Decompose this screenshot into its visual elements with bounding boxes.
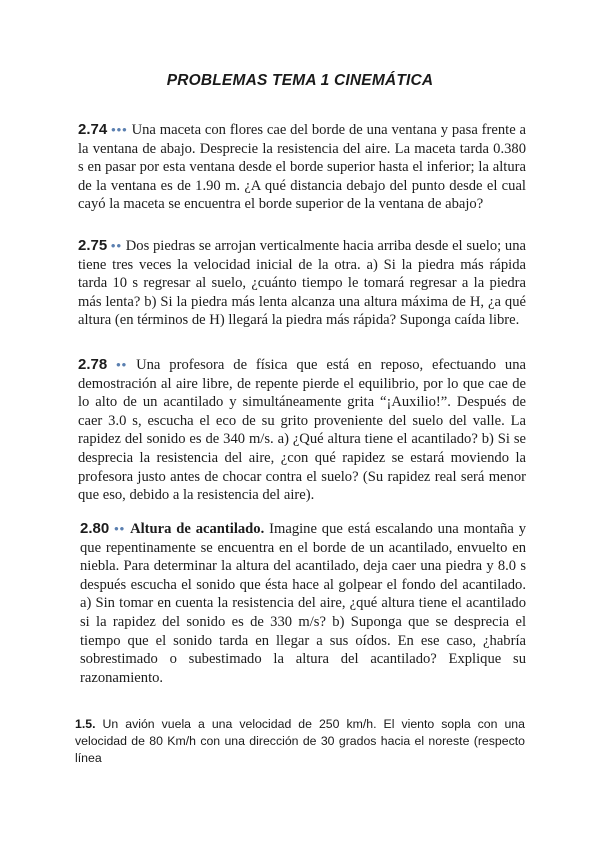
problem-number: 2.78: [78, 356, 108, 373]
problem-2-75: [78, 237, 526, 330]
problem-number: 2.80: [80, 520, 110, 537]
difficulty-dots: ••: [110, 238, 123, 253]
problem-number: 1.5.: [75, 717, 96, 731]
page-title: PROBLEMAS TEMA 1 CINEMÁTICA: [166, 72, 434, 89]
problem-text: Una profesora de física que está en reposo, efectuando una demostración al aire libre, de repente pierde el equilibrio, por lo que cae de lo alto de un acantilado y simultáneamente grita “¡Auxilio!”. Después de caer 3.0 s, escucha el eco de su grito proveniente del suelo del valle. La rapidez del sonido es de 340 m/s. a) ¿Qué altura tiene el acantilado? b) Si se desprecia la resistencia del aire, ¿con qué rapidez se estará moviendo la profesora justo antes de chocar contra el suelo? (Su rapidez real será menor que eso, debido a la resistencia del aire).: [78, 357, 526, 504]
problem-1-5: [75, 716, 525, 767]
difficulty-dots: ••: [114, 521, 126, 536]
problem-text: Imagine que está escalando una montaña y que repentinamente se encuentra en el borde de un acantilado, envuelto en niebla. Para determinar la altura del acantilado, deja caer una piedra y 8.0 s después escucha el sonido que ésta hace al golpear el fondo del acantilado. a) Sin tomar en cuenta la resistencia del aire, ¿qué altura tiene el acantilado si la rapidez del sonido es de 330 m/s? b) Suponga que se desprecia el tiempo que el sonido tarda en llegar a sus oídos. En ese caso, ¿habría sobrestimado o subestimado la altura del acantilado? Explique su razonamiento.: [80, 521, 527, 686]
problem-2-78: [78, 356, 526, 505]
problem-2-74: [78, 121, 526, 214]
difficulty-dots: ••: [116, 357, 128, 372]
problem-text: Una maceta con flores cae del borde de una ventana y pasa frente a la ventana de abajo. Desprecie la resistencia del aire. La maceta tarda 0.380 s en pasar por esta ventana desde el borde superior hasta el inferior; la altura de la ventana es de 1.90 m. ¿A qué distancia debajo del punto desde el cual cayó la maceta se encuentra el borde superior de la ventana de abajo?: [78, 122, 526, 213]
problem-text: Un avión vuela a una velocidad de 250 km/h. El viento sopla con una velocidad de 80 Km/h con una dirección de 30 grados hacia el noreste (respecto línea: [75, 717, 525, 765]
problem-2-80: [80, 520, 526, 687]
problem-text: Dos piedras se arrojan verticalmente hacia arriba desde el suelo; una tiene tres veces la velocidad inicial de la otra. a) Si la piedra más rápida tarda 10 s regresar al suelo, ¿cuánto tiempo le tomará regresar a la piedra más lenta? b) Si la piedra más lenta alcanza una altura máxima de H, ¿a qué altura (en términos de H) llegará la piedra más rápida? Suponga caída libre.: [78, 238, 526, 329]
difficulty-dots: •••: [111, 122, 128, 137]
problem-number: 2.74: [78, 121, 108, 138]
problem-number: 2.75: [78, 237, 108, 254]
problem-lead: Altura de acantilado.: [130, 521, 265, 537]
